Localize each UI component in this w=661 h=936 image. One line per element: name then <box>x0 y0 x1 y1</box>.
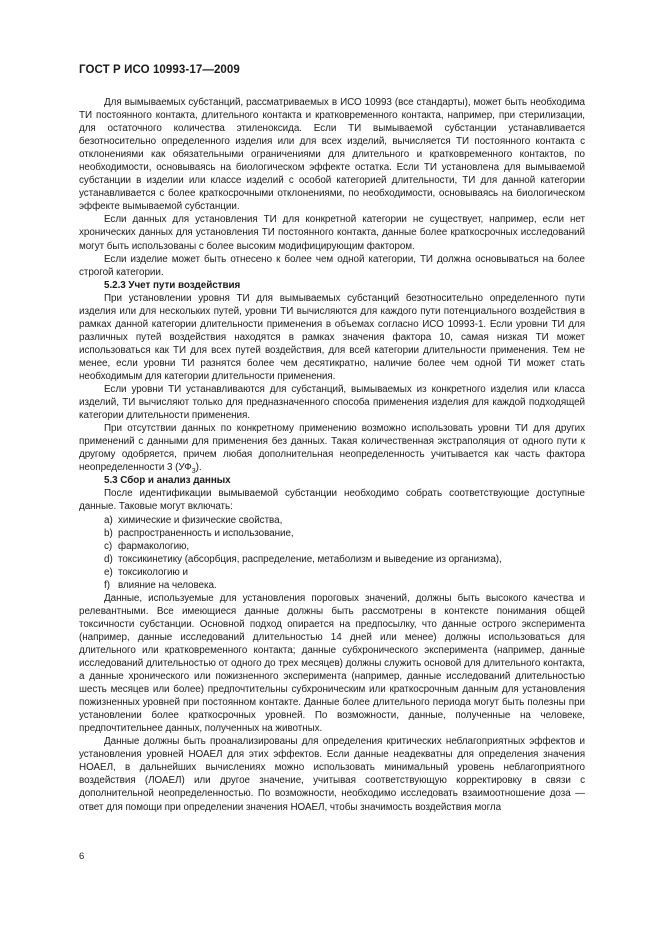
list-marker: c) <box>104 540 113 552</box>
list-marker: e) <box>104 566 113 578</box>
paragraph-text: При отсутствии данных по конкретному применению возможно использовать уровни ТИ для других применений с данными для применения без данных. Такая количественная экстраполяция от одного пути к другому одобряется, причем любая дополнительная неопределенность учитывается как часть фактора неопределенности 3 (УФ <box>79 423 585 474</box>
page-number: 6 <box>79 851 85 862</box>
section-heading-5-3: 5.3 Сбор и анализ данных <box>104 475 231 487</box>
list-item-text: токсикологию и <box>118 566 188 578</box>
list-item <box>79 566 585 579</box>
list-item <box>79 553 585 566</box>
paragraph: Данные, используемые для установления пороговых значений, должны быть высокого качества и релевантными. Все имеющиеся данные должны быть рассмотрены в контексте понимания общей токсичности субстанции. Основной подход опирается на предпосылку, что данные острого эксперимента (например, данные исследований длительностью 14 дней или менее) должны использоваться для длительного или кратковременного контакта; данные субхронического эксперимента (например, данные исследований длительностью от одного до трех месяцев) должны служить основой для длительного контакта, а данные хронического или пожизненного эксперимента (например, данные исследований длительностью шесть месяцев или более) предпочтительны субхроническим или краткосрочным данным для установления пожизненных уровней при постоянном контакте. Данные более длительного периода могут быть полезны при установлении более краткосрочных уровней. По возможности, данные, полученные на человеке, предпочтительнее данных, полученных на животных. <box>79 592 585 735</box>
subscript: 3 <box>191 468 196 476</box>
paragraph: После идентификации вымываемой субстанции необходимо собрать соответствующие доступные данные. Таковые могут включать: <box>79 488 585 513</box>
list-item-text: влияние на человека. <box>118 579 217 591</box>
section-heading-5-2-3: 5.2.3 Учет пути воздействия <box>104 279 241 291</box>
list-item <box>79 540 585 553</box>
list-marker: a) <box>104 514 113 526</box>
paragraph: Если изделие может быть отнесено к более чем одной категории, ТИ должна основываться на более строгой категории. <box>79 253 585 278</box>
list-item-text: распространенность и использование, <box>118 527 294 539</box>
list-item <box>79 527 585 540</box>
list-marker: d) <box>104 553 113 565</box>
paragraph-text-end: ). <box>195 462 202 474</box>
paragraph: Если данных для установления ТИ для конкретной категории не существует, например, если нет хронических данных для установления ТИ постоянного контакта, данные более краткосрочных исследований могут быть использованы с более высоким модифицирующим фактором. <box>79 214 585 252</box>
list-item-text: химические и физические свойства, <box>118 514 283 526</box>
paragraph: Для вымываемых субстанций, рассматриваемых в ИСО 10993 (все стандарты), может быть необходима ТИ постоянного контакта, длительного контакта и кратковременного контакта, например, при стерилизации, для остаточного количества этиленоксида. Если ТИ вымываемой субстанции устанавливается безотносительно определенного изделия или для всех изделий, вычисляется ТИ постоянного контакта с отклонениями как обязательными ограничениями для длительного и кратковременного контактов, по необходимости, основываясь на биологическом эффекте остатка. Если ТИ установлена для вымываемой субстанции в изделии или классе изделий с особой категорией длительности, ТИ для данной категории устанавливается с более краткосрочными отклонениями, по необходимости, основываясь на биологическом эффекте вымываемой субстанции. <box>79 97 585 213</box>
paragraph: Данные должны быть проанализированы для определения критических неблагоприятных эффектов и установления уровней НОАЕЛ для этих эффектов. Если данные неадекватны для определения значения НОАЕЛ, в дальнейших вычислениях можно использовать минимальный уровень неблагоприятного воздействия (ЛОАЕЛ) или другое значение, учитывая соответствующую корректировку в связи с дополнительной неопределенностью. По возможности, необходимо исследовать взаимоотношение доза — ответ для помощи при определении значения НОАЕЛ, чтобы значимость воздействия могла <box>79 736 585 813</box>
list-item <box>79 579 585 592</box>
paragraph: При установлении уровня ТИ для вымываемых субстанций безотносительно определенного пути изделия или для нескольких путей, уровни ТИ вычисляются для каждого пути потенциального воздействия в рамках данной категории длительности применения в объемах согласно ИСО 10993-1. Если уровни ТИ для различных путей воздействия находятся в рамках значения фактора 10, самая низкая ТИ может использоваться как ТИ для всех путей воздействия, для всей категории длительности применения. Тем не менее, если уровни ТИ разнятся более чем десятикратно, наличие более чем одной ТИ может стать необходимым для категории длительности применения. <box>79 292 585 382</box>
list-item <box>79 514 585 527</box>
document-header: ГОСТ Р ИСО 10993-17—2009 <box>79 64 240 76</box>
document-body <box>79 96 585 814</box>
list-item-text: токсикинетику (абсорбция, распределение, метаболизм и выведение из организма), <box>118 553 502 565</box>
list-marker: f) <box>104 579 110 591</box>
paragraph <box>79 422 585 474</box>
paragraph: Если уровни ТИ устанавливаются для субстанций, вымываемых из конкретного изделия или класса изделий, ТИ вычисляют только для предназначенного способа применения изделия для каждой подходящей категории длительности применения. <box>79 384 585 422</box>
list-item-text: фармакологию, <box>118 540 190 552</box>
list-marker: b) <box>104 527 113 539</box>
